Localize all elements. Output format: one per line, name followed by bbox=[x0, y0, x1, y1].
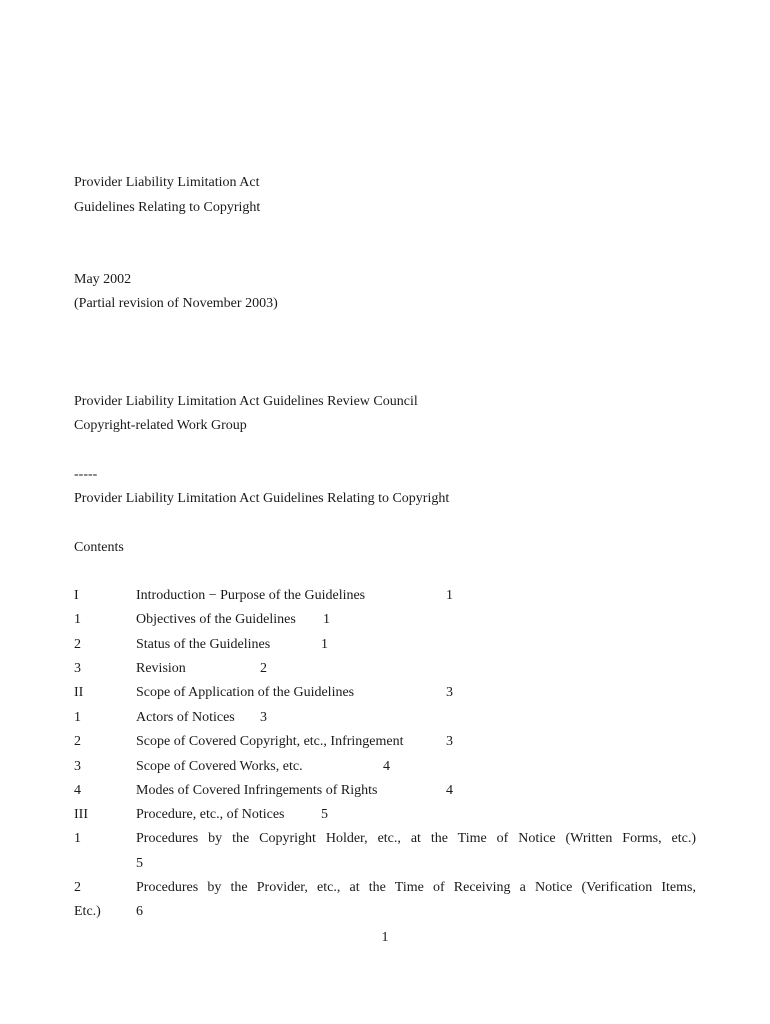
page-number: 1 bbox=[381, 930, 389, 945]
toc-entry bbox=[74, 587, 699, 607]
title-line-1: Provider Liability Limitation Act bbox=[74, 175, 260, 190]
toc-entry-page: 2 bbox=[260, 661, 267, 676]
work-group-name: Copyright-related Work Group bbox=[74, 418, 247, 433]
toc-entry-title: Scope of Application of the Guidelines bbox=[136, 685, 355, 700]
toc-entry-title: Procedures by the Copyright Holder, etc., at the Time of Notice (Written Forms, etc.) bbox=[136, 831, 696, 846]
toc-entry-number: I bbox=[74, 588, 79, 603]
toc-entry bbox=[74, 733, 699, 753]
toc-entry-number: 2 bbox=[74, 880, 81, 895]
toc-entry-title: Revision bbox=[136, 661, 186, 676]
toc-entry-number: 1 bbox=[74, 710, 81, 725]
toc-entry-title: Actors of Notices bbox=[136, 710, 235, 725]
toc-entry-page: 1 bbox=[321, 637, 328, 652]
toc-entry-title: Introduction − Purpose of the Guidelines bbox=[136, 588, 366, 603]
toc-entry-number: 3 bbox=[74, 759, 81, 774]
toc-entry-title: Scope of Covered Copyright, etc., Infringement bbox=[136, 734, 404, 749]
toc-entry bbox=[74, 758, 699, 778]
toc-entry-number: II bbox=[74, 685, 84, 700]
toc-entry-number: 1 bbox=[74, 612, 81, 627]
toc-entry-page: 4 bbox=[446, 783, 453, 798]
contents-heading: Contents bbox=[74, 540, 124, 555]
toc-entry-title: Status of the Guidelines bbox=[136, 637, 271, 652]
revision-line: (Partial revision of November 2003) bbox=[74, 296, 278, 311]
toc-entry bbox=[74, 806, 699, 826]
toc-entry bbox=[74, 709, 699, 729]
toc-entry-page: 1 bbox=[323, 612, 330, 627]
toc-entry-title: Procedure, etc., of Notices bbox=[136, 807, 285, 822]
toc-entry-number: 4 bbox=[74, 783, 81, 798]
toc-entry-page: 4 bbox=[383, 759, 390, 774]
separator: ----- bbox=[74, 467, 98, 482]
toc-entry-page: 3 bbox=[446, 685, 453, 700]
toc-entry-number: III bbox=[74, 807, 88, 822]
toc-entry-number: 1 bbox=[74, 831, 81, 846]
council-name: Provider Liability Limitation Act Guidelines Review Council bbox=[74, 394, 418, 409]
toc-entry-number: 2 bbox=[74, 637, 81, 652]
toc-entry bbox=[74, 636, 699, 656]
toc-entry bbox=[74, 782, 699, 802]
toc-entry bbox=[74, 660, 699, 680]
title-line-2: Guidelines Relating to Copyright bbox=[74, 200, 261, 215]
toc-entry-page: 5 bbox=[136, 856, 143, 871]
toc-entry-title: Scope of Covered Works, etc. bbox=[136, 759, 303, 774]
toc-entry-title: Objectives of the Guidelines bbox=[136, 612, 296, 627]
toc-entry-page: 1 bbox=[446, 588, 453, 603]
toc-entry-page: 3 bbox=[260, 710, 267, 725]
date-line: May 2002 bbox=[74, 272, 132, 287]
document-title: Provider Liability Limitation Act Guidelines Relating to Copyright bbox=[74, 491, 450, 506]
toc-entry-number: 2 bbox=[74, 734, 81, 749]
toc-entry-title: Procedures by the Provider, etc., at the Time of Receiving a Notice (Verification Items, bbox=[136, 880, 696, 895]
toc-entry-page: 3 bbox=[446, 734, 453, 749]
toc-entry-number: 3 bbox=[74, 661, 81, 676]
toc-entry-page: 6 bbox=[136, 904, 143, 919]
toc-entry bbox=[74, 611, 699, 631]
toc-entry-title: Modes of Covered Infringements of Rights bbox=[136, 783, 378, 798]
toc-entry-title-continued: Etc.) bbox=[74, 904, 101, 919]
toc-entry bbox=[74, 684, 699, 704]
toc-entry-page: 5 bbox=[321, 807, 328, 822]
